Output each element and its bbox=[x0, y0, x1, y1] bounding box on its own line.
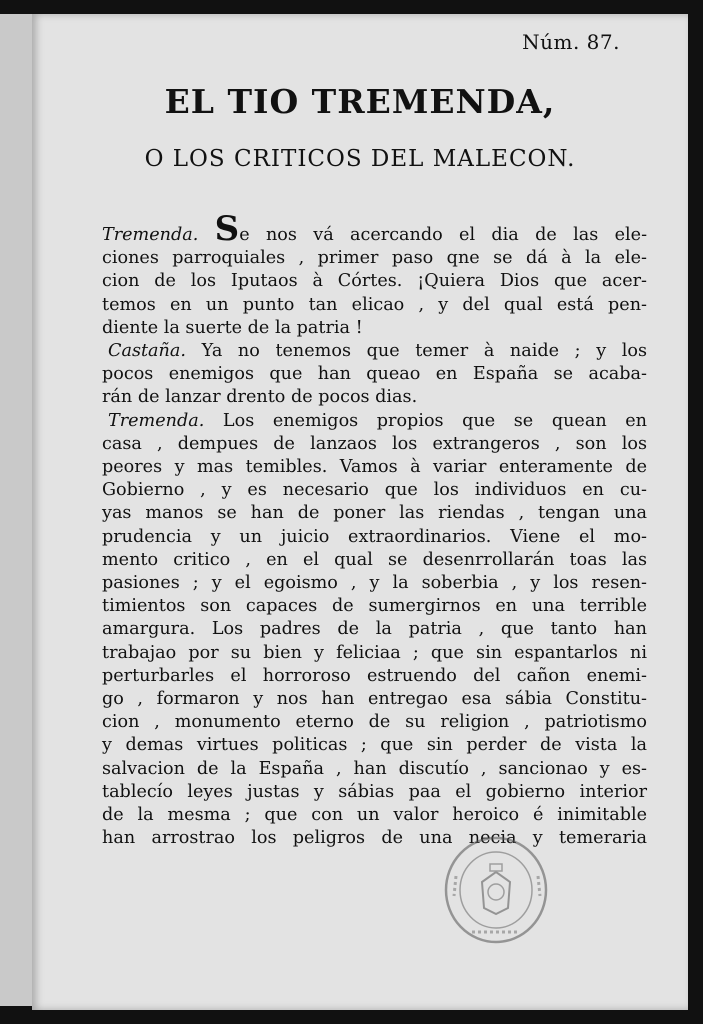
line-text: Ya no tenemos que temer à naide ; y los bbox=[185, 341, 647, 362]
line-text: e nos vá acercando el dia de las ele- bbox=[239, 225, 648, 245]
text-line bbox=[102, 410, 647, 433]
text-line: diente la suerte de la patria ! bbox=[102, 317, 363, 338]
text-line: pasiones ; y el egoismo , y la soberbia , y los resen- bbox=[102, 573, 647, 594]
text-line bbox=[102, 340, 647, 363]
speaker-name: Tremenda. bbox=[108, 410, 205, 431]
library-stamp-icon bbox=[442, 836, 550, 944]
text-line: de la mesma ; que con un valor heroico é inimitable bbox=[102, 805, 647, 826]
text-line: peores y mas temibles. Vamos à variar enteramente de bbox=[102, 457, 647, 478]
text-line: perturbarles el horroroso estruendo del cañon enemi- bbox=[102, 665, 647, 686]
text-line bbox=[102, 209, 648, 249]
text-line: mento critico , en el qual se desenrrollarán toas las bbox=[102, 549, 647, 570]
text-line: pocos enemigos que han queao en España se acaba- bbox=[102, 364, 647, 385]
document-subtitle: O LOS CRITICOS DEL MALECON. bbox=[144, 146, 576, 172]
line-text: Los enemigos propios que se quean en bbox=[204, 410, 647, 431]
text-line: cion de los Iputaos à Córtes. ¡Quiera Dios que acer- bbox=[102, 271, 647, 292]
text-line: trabajao por su bien y feliciaa ; que sin espantarlos ni bbox=[102, 642, 647, 663]
text-line: timientos son capaces de sumergirnos en una terrible bbox=[102, 596, 647, 617]
text-line: tablecío leyes justas y sábias paa el gobierno interior bbox=[102, 781, 647, 802]
document-page bbox=[32, 14, 688, 1010]
speaker-name: Castaña. bbox=[108, 341, 186, 362]
page-number: Núm. 87. bbox=[522, 30, 620, 54]
text-line: Gobierno , y es necesario que los individuos en cu- bbox=[102, 480, 647, 501]
drop-cap: S bbox=[214, 209, 240, 249]
text-line: cion , monumento eterno de su religion , patriotismo bbox=[102, 712, 647, 733]
text-line: prudencia y un juicio extraordinarios. Viene el mo- bbox=[102, 526, 647, 547]
document-title: EL TIO TREMENDA, bbox=[164, 82, 556, 121]
body-text bbox=[102, 209, 648, 850]
text-line: temos en un punto tan elicao , y del qual está pen- bbox=[102, 294, 647, 315]
text-line: ciones parroquiales , primer paso qne se dá à la ele- bbox=[102, 248, 647, 269]
text-line: y demas virtues politicas ; que sin perder de vista la bbox=[102, 735, 647, 756]
text-line: go , formaron y nos han entregao esa sábia Constitu- bbox=[102, 689, 647, 710]
text-line: han arrostrao los peligros de una necia y temeraria bbox=[102, 828, 647, 849]
text-line: salvacion de la España , han discutío , sancionao y es- bbox=[102, 758, 647, 779]
text-line: yas manos se han de poner las riendas , tengan una bbox=[102, 503, 647, 524]
text-line: amargura. Los padres de la patria , que tanto han bbox=[102, 619, 647, 640]
text-line: rán de lanzar drento de pocos dias. bbox=[102, 387, 418, 408]
text-line: casa , dempues de lanzaos los extrangeros , son los bbox=[102, 433, 647, 454]
speaker-name: Tremenda. bbox=[102, 225, 199, 245]
